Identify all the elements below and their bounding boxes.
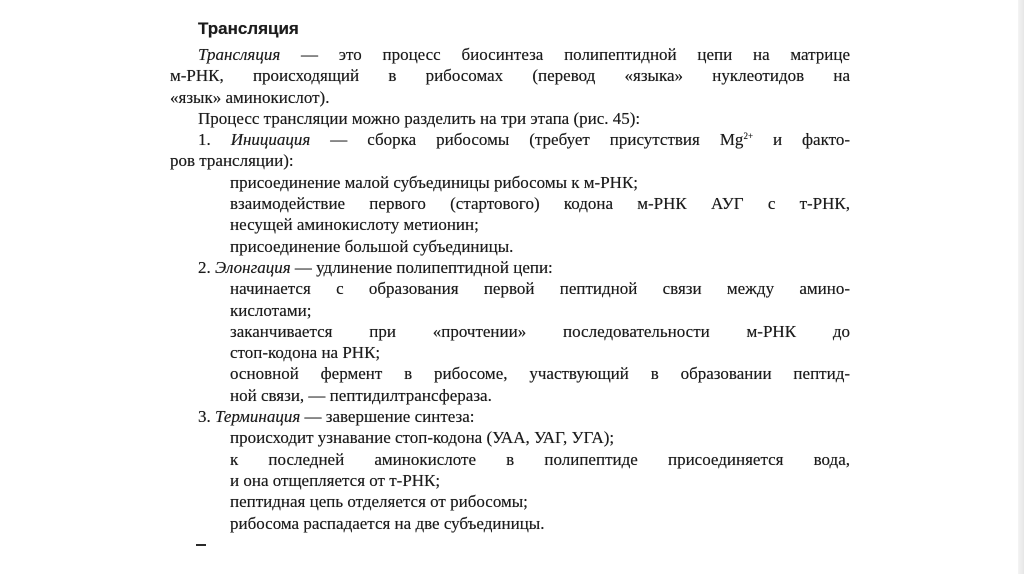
stage-2-item: стоп-кодона на РНК; <box>230 343 381 363</box>
intro-line-1 <box>170 44 850 65</box>
stage-2 <box>170 257 850 406</box>
stage-2-item: ной связи, — пептидилтрансфераза. <box>230 385 492 405</box>
stages-intro-text: Процесс трансляции можно разделить на три этапа (рис. 45): <box>198 108 641 128</box>
stage-2-item: заканчивается при «прочтении» последовательности м-РНК до <box>230 321 850 341</box>
intro-line-3: «язык» аминокислот). <box>170 87 330 107</box>
stage-2-item: основной фермент в рибосоме, участвующий в образовании пептид- <box>230 364 850 384</box>
stage-3-item: пептидная цепь отделяется от рибосомы; <box>230 492 528 512</box>
stage-1-item: присоединение большой субъединицы. <box>230 236 514 256</box>
intro-paragraph <box>170 44 850 108</box>
stage-3-item: рибосома распадается на две субъединицы. <box>230 513 545 533</box>
stage-3 <box>170 406 850 534</box>
page-title: Трансляция <box>198 19 299 38</box>
stage-1-line-1-end: и факто- <box>753 130 851 150</box>
stage-1-number: 1. <box>198 130 211 150</box>
stage-3-line-1-text: — завершение синтеза: <box>300 407 475 427</box>
slide-edge <box>1018 0 1024 574</box>
stage-2-item: кислотами; <box>230 300 312 320</box>
stage-3-line-1 <box>170 406 850 427</box>
intro-line-2: м-РНК, происходящий в рибосомах (перевод «языка» нуклеотидов на <box>170 66 850 86</box>
stage-1-item: несущей аминокислоту метионин; <box>230 215 479 235</box>
stage-3-term: Терминация <box>215 407 301 427</box>
stage-1 <box>170 129 850 257</box>
stage-2-line-1 <box>170 257 850 278</box>
stage-3-number: 3. <box>198 407 211 427</box>
stage-1-line-1-text: — сборка рибосомы (требует присутствия Mg <box>310 130 744 150</box>
stage-1-line-1 <box>170 129 850 150</box>
stage-2-number: 2. <box>198 257 211 277</box>
stage-2-line-1-text: — удлинение полипептидной цепи: <box>290 257 553 277</box>
cropped-next-line-fragment <box>196 544 208 549</box>
stage-2-item: начинается с образования первой пептидной связи между амино- <box>230 279 850 299</box>
stage-1-line-2: ров трансляции): <box>170 151 294 171</box>
stage-1-item: взаимодействие первого (стартового) кодона м-РНК АУГ с т-РНК, <box>230 194 850 214</box>
stage-1-item: присоединение малой субъединицы рибосомы к м-РНК; <box>230 172 639 192</box>
intro-term: Трансляция <box>198 45 281 64</box>
stage-3-item: к последней аминокислоте в полипептиде присоединяется вода, <box>230 449 850 469</box>
stage-3-item: происходит узнавание стоп-кодона (УАА, УАГ, УГА); <box>230 428 615 448</box>
stage-3-item: и она отщепляется от т-РНК; <box>230 470 441 490</box>
intro-line-1-text: — это процесс биосинтеза полипептидной цепи на матрице <box>280 45 850 64</box>
stage-1-superscript: 2+ <box>743 131 754 142</box>
stages-intro <box>170 108 850 129</box>
stage-1-term: Инициация <box>230 130 311 150</box>
document-page <box>170 18 850 534</box>
stage-2-term: Элонгация <box>215 257 291 277</box>
